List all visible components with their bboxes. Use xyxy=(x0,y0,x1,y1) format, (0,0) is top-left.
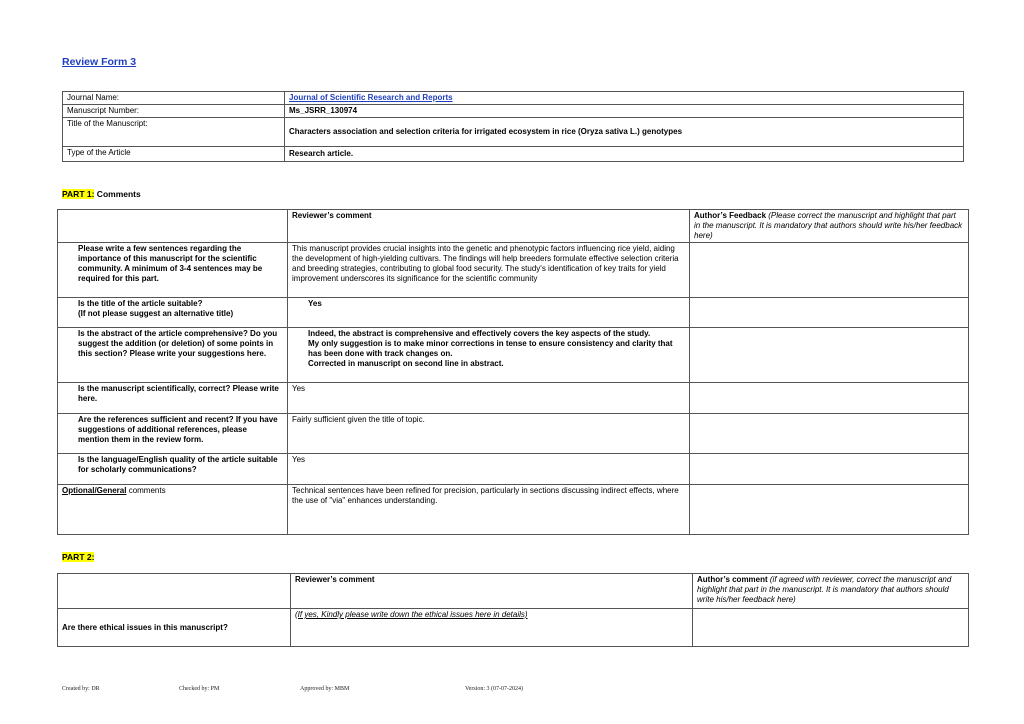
question-title: Is the title of the article suitable? (If not please suggest an alternative title) xyxy=(58,298,288,328)
feedback-importance[interactable] xyxy=(690,243,969,298)
feedback-abstract[interactable] xyxy=(690,328,969,383)
manuscript-info-table xyxy=(62,91,964,162)
part2-label: PART 2: xyxy=(62,552,95,562)
ethics-hint: (If yes, Kindly please write down the ethical issues here in details) xyxy=(295,610,528,619)
part1-heading xyxy=(62,189,141,199)
part1-table xyxy=(57,209,969,535)
comment-references[interactable]: Fairly sufficient given the title of topic. xyxy=(288,414,690,454)
comment-abstract[interactable]: Indeed, the abstract is comprehensive and effectively covers the key aspects of the study. My only suggestion is to make minor corrections in tense to ensure consistency and clarity that has been done with track changes on. Corrected in manuscript on second line in abstract. xyxy=(288,328,690,383)
feedback-ethics[interactable] xyxy=(693,609,969,647)
comment-language[interactable]: Yes xyxy=(288,454,690,485)
part2-table xyxy=(57,573,969,647)
feedback-scientific[interactable] xyxy=(690,383,969,414)
title-value: Characters association and selection criteria for irrigated ecosystem in rice (Oryza sativa L.) genotypes xyxy=(285,118,964,147)
question-scientific: Is the manuscript scientifically, correct? Please write here. xyxy=(58,383,288,414)
question-language: Is the language/English quality of the article suitable for scholarly communications? xyxy=(58,454,288,485)
footer-created: Created by: DR xyxy=(62,686,100,692)
part2-reviewer-header: Reviewer’s comment xyxy=(291,574,693,609)
feedback-optional[interactable] xyxy=(690,485,969,535)
ms-label: Manuscript Number: xyxy=(63,105,285,118)
comment-title[interactable]: Yes xyxy=(288,298,690,328)
comment-scientific[interactable]: Yes xyxy=(288,383,690,414)
footer-checked: Checked by: PM xyxy=(179,686,220,692)
feedback-references[interactable] xyxy=(690,414,969,454)
question-references: Are the references sufficient and recent? If you have suggestions of additional references, please mention them in the review form. xyxy=(58,414,288,454)
ms-value: Ms_JSRR_130974 xyxy=(285,105,964,118)
part2-author-header: Author’s comment (if agreed with reviewer, correct the manuscript and highlight that part in the manuscript. It is mandatory that authors should write his/her feedback here) xyxy=(693,574,969,609)
feedback-title[interactable] xyxy=(690,298,969,328)
type-value: Research article. xyxy=(285,147,964,162)
footer-approved: Approved by: MBM xyxy=(300,686,350,692)
comment-optional[interactable]: Technical sentences have been refined for precision, particularly in sections discussing indirect effects, where the use of "via" enhances understanding. xyxy=(288,485,690,535)
journal-label: Journal Name: xyxy=(63,92,285,105)
part1-label-rest: Comments xyxy=(94,189,141,199)
part1-author-header: Author’s Feedback (Please correct the manuscript and highlight that part in the manuscript. It is mandatory that authors should write his/her feedback here) xyxy=(690,210,969,243)
comment-importance[interactable]: This manuscript provides crucial insights into the genetic and phenotypic factors influencing rice yield, aiding the development of high-yielding cultivars. The findings will help breeders formulate effective selection criteria and breeding strategies, contributing to global food security. The study's identification of key traits for yield improvement underscores its significance for the scientific community xyxy=(288,243,690,298)
part2-heading xyxy=(62,552,94,562)
feedback-language[interactable] xyxy=(690,454,969,485)
footer-version: Version: 3 (07-07-2024) xyxy=(465,686,523,692)
part1-label: PART 1: xyxy=(62,189,95,199)
question-ethics: Are there ethical issues in this manuscript? xyxy=(58,609,291,647)
part1-reviewer-header: Reviewer’s comment xyxy=(288,210,690,243)
form-title: Review Form 3 xyxy=(62,56,137,68)
title-label: Title of the Manuscript: xyxy=(63,118,285,147)
question-abstract: Is the abstract of the article comprehensive? Do you suggest the addition (or deletion) of some points in this section? Please write your suggestions here. xyxy=(58,328,288,383)
optional-label: Optional/General comments xyxy=(58,485,288,535)
comment-ethics[interactable] xyxy=(291,609,693,647)
question-importance: Please write a few sentences regarding the importance of this manuscript for the scientific community. A minimum of 3-4 sentences may be required for this part. xyxy=(58,243,288,298)
type-label: Type of the Article xyxy=(63,147,285,162)
journal-link[interactable]: Journal of Scientific Research and Reports xyxy=(289,93,453,102)
